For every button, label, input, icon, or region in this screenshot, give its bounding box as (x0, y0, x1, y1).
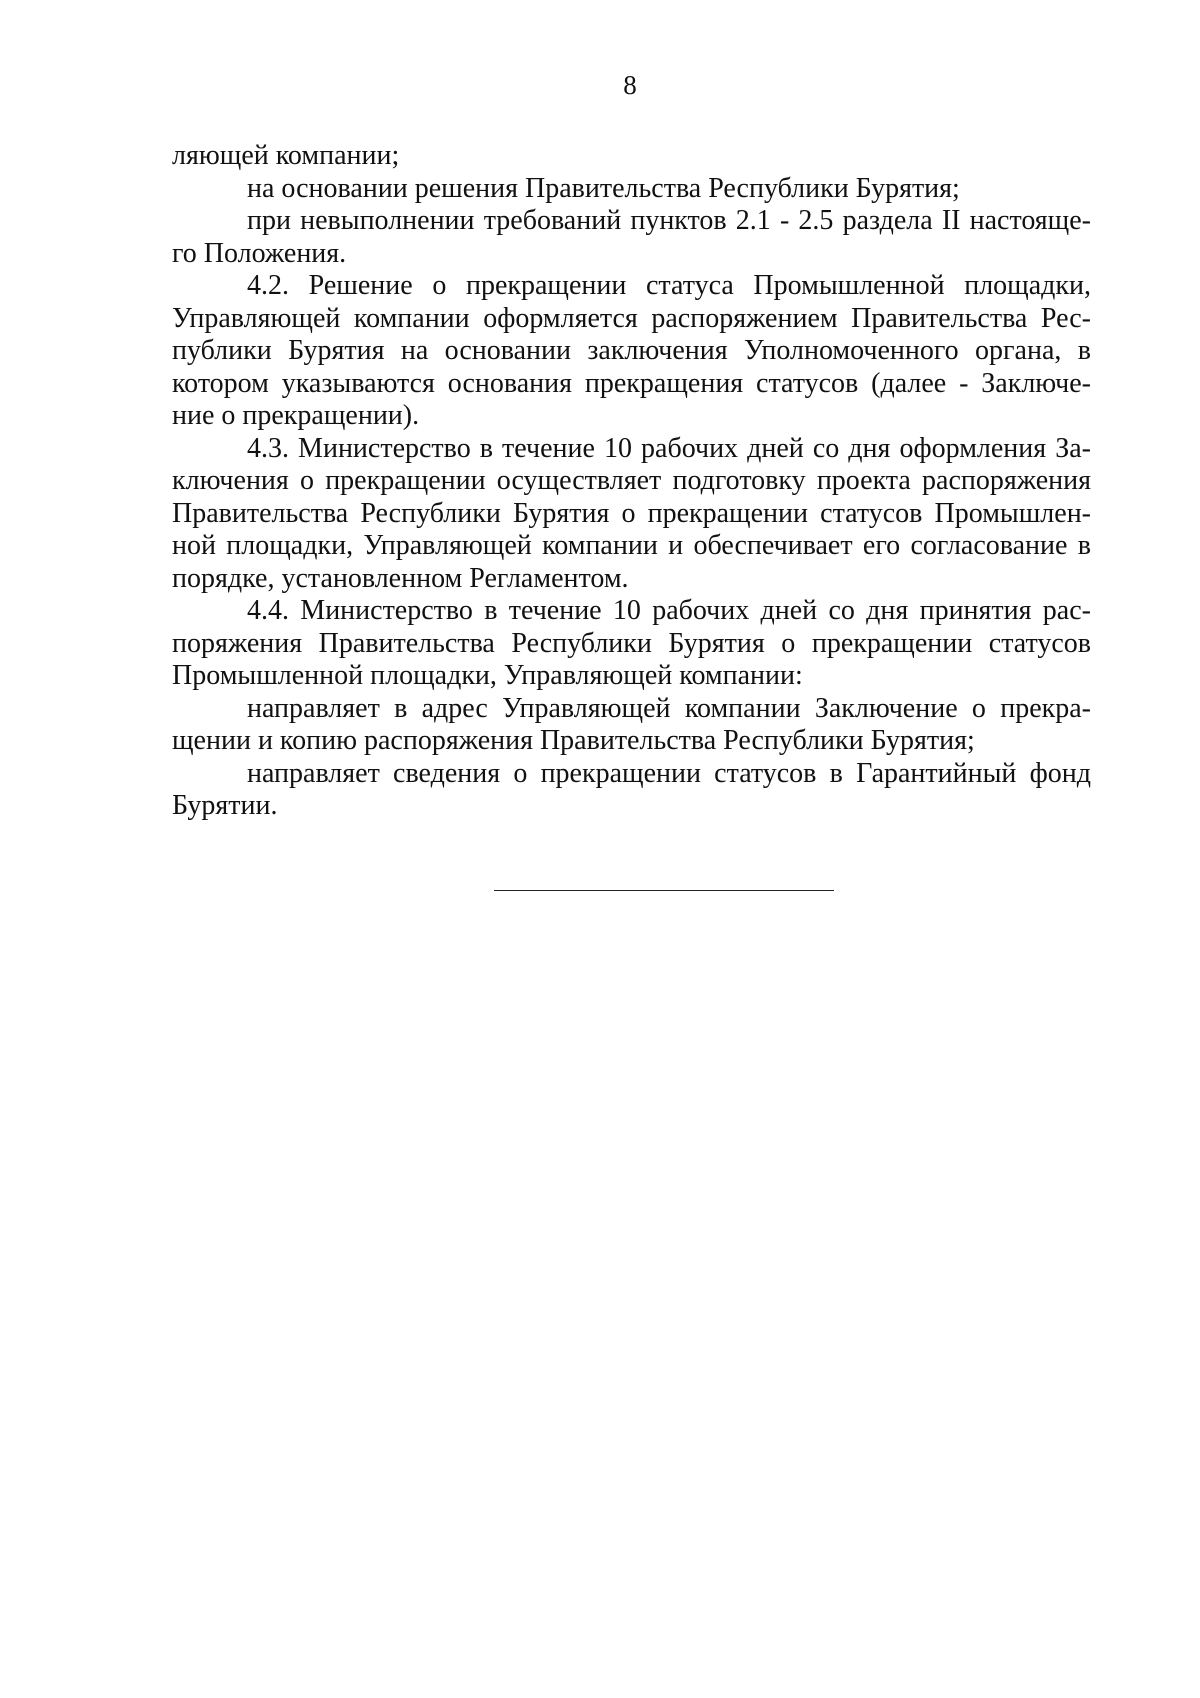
text-line: 4.3. Министерство в течение 10 рабочих дней со дня оформления За- (247, 432, 1091, 464)
text-line: ляющей компании; (172, 140, 400, 171)
text-line: Правительства Республики Бурятия о прекращении статусов Промышлен- (172, 497, 1091, 529)
text-line: Управляющей компании оформляется распоряжением Правительства Рес- (172, 302, 1091, 334)
text-line: ной площадки, Управляющей компании и обеспечивает его согласование в (172, 530, 1091, 561)
text-line: поряжения Правительства Республики Бурятия о прекращении статусов (172, 627, 1091, 659)
text-line: Промышленной площадки, Управляющей компании: (172, 660, 803, 691)
text-line: ние о прекращении). (172, 400, 420, 431)
text-line: 4.4. Министерство в течение 10 рабочих дней со дня принятия рас- (247, 595, 1091, 626)
page-number: 8 (623, 70, 637, 100)
text-line: ключения о прекращении осуществляет подготовку проекта распоряжения (172, 465, 1091, 496)
document-body (172, 140, 1091, 823)
text-line: на основании решения Правительства Республики Бурятия; (247, 172, 960, 204)
text-line: направляет в адрес Управляющей компании Заключение о прекра- (247, 692, 1091, 724)
text-line: порядке, установленном Регламентом. (172, 562, 629, 594)
text-line: щении и копию распоряжения Правительства Республики Бурятия; (172, 725, 975, 756)
text-line: го Положения. (172, 237, 347, 269)
end-rule (494, 890, 834, 891)
text-line: 4.2. Решение о прекращении статуса Промышленной площадки, (247, 270, 1091, 301)
text-line: Бурятии. (172, 790, 278, 821)
text-line: котором указываются основания прекращения статусов (далее - Заключе- (172, 367, 1091, 399)
text-line: при невыполнении требований пунктов 2.1 - 2.5 раздела II настояще- (247, 205, 1091, 236)
text-line: публики Бурятия на основании заключения Уполномоченного органа, в (172, 335, 1091, 366)
text-line: направляет сведения о прекращении статусов в Гарантийный фонд (247, 757, 1091, 789)
